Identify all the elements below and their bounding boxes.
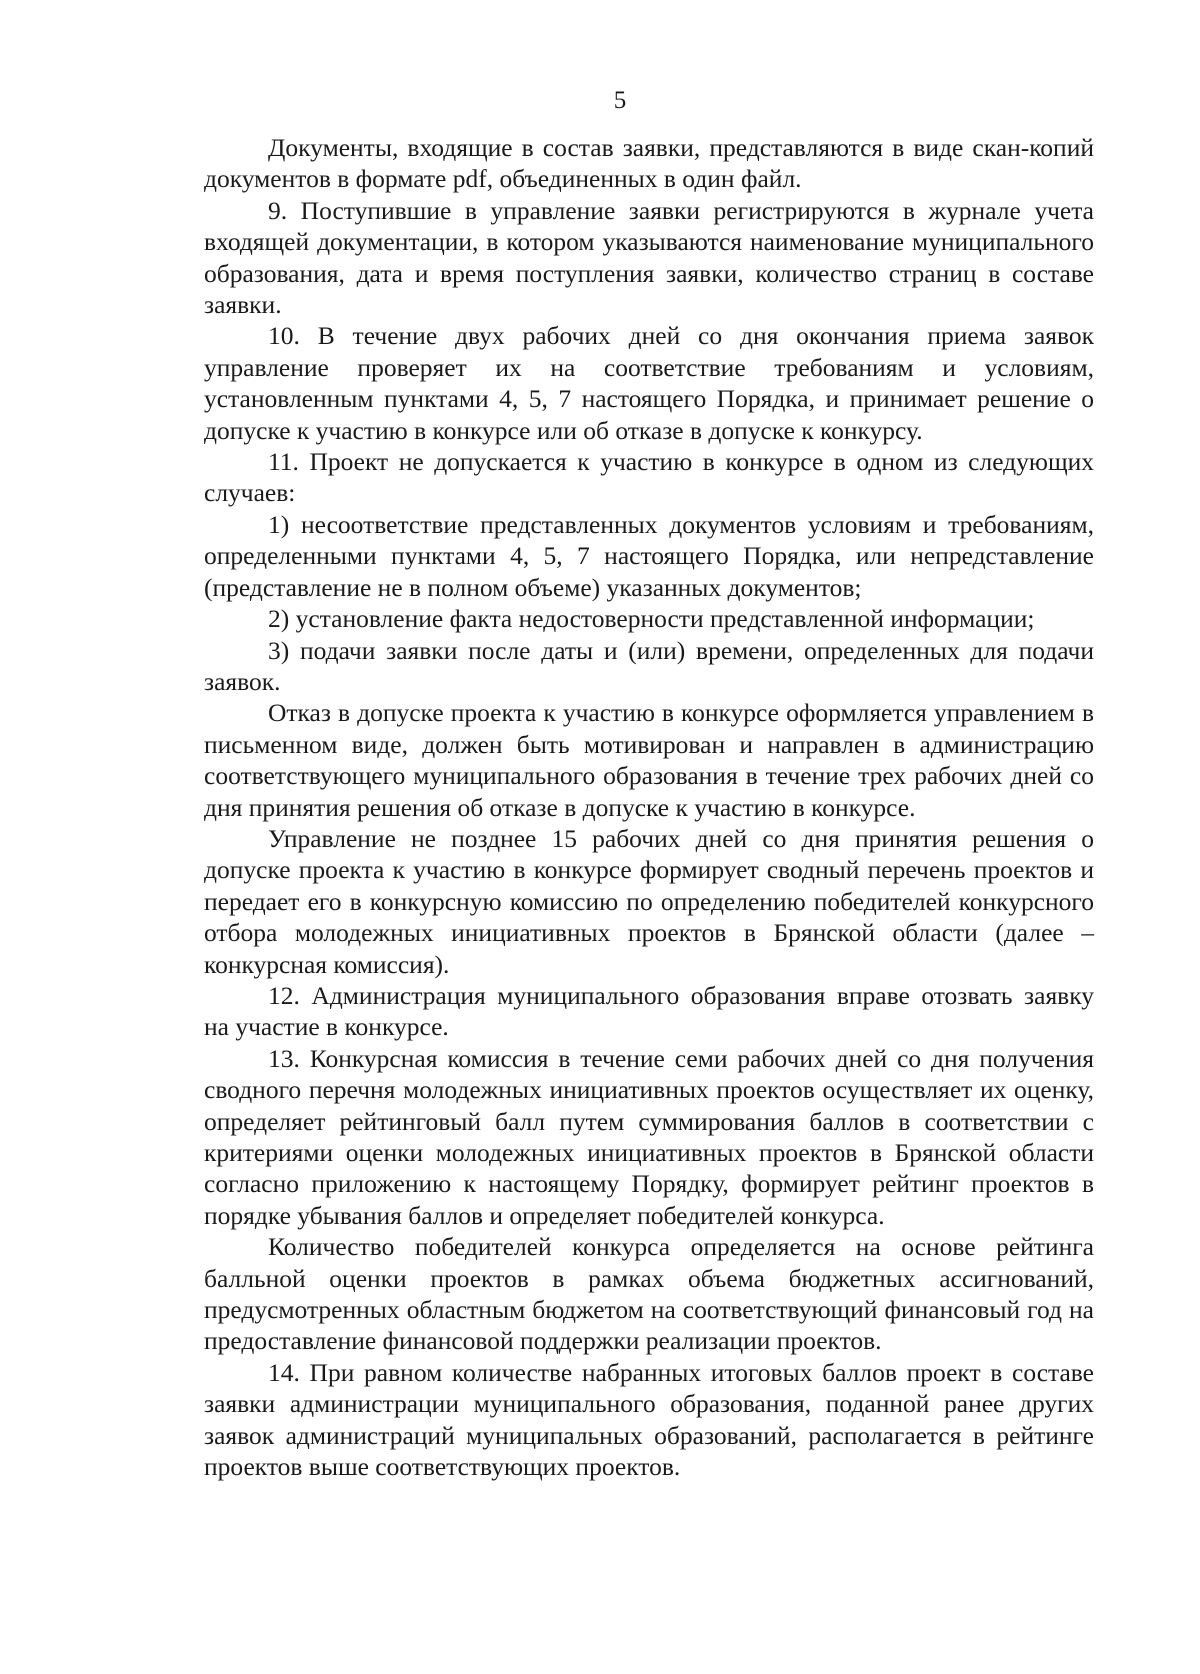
paragraph-item-11-sub-1: 1) несоответствие представленных документов условиям и требованиям, определенными пунктами 4, 5, 7 настоящего Порядка, или непредставление (представление не в полном объеме) указанных документов;	[204, 509, 1094, 602]
paragraph-item-11-sub-3: 3) подачи заявки после даты и (или) времени, определенных для подачи заявок.	[204, 635, 1094, 696]
paragraph-documents-format: Документы, входящие в состав заявки, представляются в виде скан-копий документов в формате pdf, объединенных в один файл.	[204, 133, 1094, 194]
paragraph-item-9: 9. Поступившие в управление заявки регистрируются в журнале учета входящей документации, в котором указываются наименование муниципального образования, дата и время поступления заявки, количество страниц в составе заявки.	[204, 195, 1094, 320]
paragraph-refusal: Отказ в допуске проекта к участию в конкурсе оформляется управлением в письменном виде, должен быть мотивирован и направлен в администрацию соответствующего муниципального образования в течение трех рабочих дней со дня принятия решения об отказе в допуске к участию в конкурсе.	[204, 698, 1094, 822]
paragraph-item-14: 14. При равном количестве набранных итоговых баллов проект в составе заявки администрации муниципального образования, поданной ранее других заявок администраций муниципальных образований, располагается в рейтинге проектов выше соответствующих проектов.	[204, 1357, 1094, 1482]
paragraph-winners-count: Количество победителей конкурса определяется на основе рейтинга балльной оценки проектов в рамках объема бюджетных ассигнований, предусмотренных областным бюджетом на соответствующий финансовый год на предоставление финансовой поддержки реализации проектов.	[204, 1232, 1094, 1356]
paragraph-item-13: 13. Конкурсная комиссия в течение семи рабочих дней со дня получения сводного перечня молодежных инициативных проектов осуществляет их оценку, определяет рейтинговый балл путем суммирования баллов в соответствии с критериями оценки молодежных инициативных проектов в Брянской области согласно приложению к настоящему Порядку, формирует рейтинг проектов в порядке убывания баллов и определяет победителей конкурса.	[204, 1043, 1094, 1230]
page-number: 5	[613, 87, 627, 114]
paragraph-summary-list: Управление не позднее 15 рабочих дней со дня принятия решения о допуске проекта к участию в конкурсе формирует сводный перечень проектов и передает его в конкурсную комиссию по определению победителей конкурсного отбора молодежных инициативных проектов в Брянской области (далее – конкурсная комиссия).	[204, 823, 1094, 979]
paragraph-item-12: 12. Администрация муниципального образования вправе отозвать заявку на участие в конкурсе.	[204, 980, 1094, 1042]
document-body	[204, 132, 1094, 1482]
paragraph-item-10: 10. В течение двух рабочих дней со дня окончания приема заявок управление проверяет их на соответствие требованиям и условиям, установленным пунктами 4, 5, 7 настоящего Порядка, и принимает решение о допуске к участию в конкурсе или об отказе в допуске к конкурсу.	[204, 321, 1094, 445]
paragraph-item-11: 11. Проект не допускается к участию в конкурсе в одном из следующих случаев:	[204, 447, 1094, 508]
paragraph-item-11-sub-2: 2) установление факта недостоверности представленной информации;	[268, 604, 1035, 634]
